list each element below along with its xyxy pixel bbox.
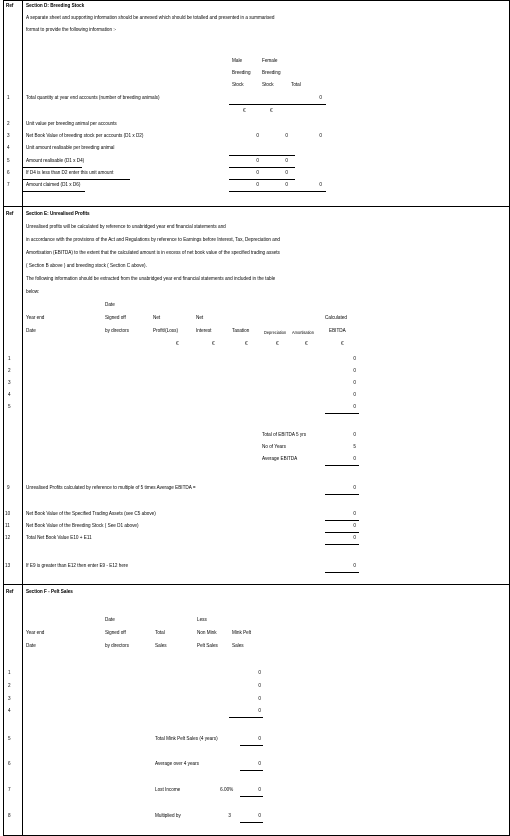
e-h-np-1: Net <box>153 315 161 321</box>
f-h-total-1: Total <box>155 630 165 636</box>
ref-header-e: Ref <box>6 211 14 217</box>
d-ref-6: 6 <box>7 170 10 176</box>
rule <box>229 155 295 156</box>
e-h-calc-2: EBITDA <box>329 328 346 334</box>
d-total-1: 0 <box>319 95 322 101</box>
e-label-11: Net Book Value of the Breeding Stock ( See D1 above) <box>26 523 139 529</box>
e-val-4: 0 <box>353 392 356 398</box>
d-ref-4: 4 <box>7 145 10 151</box>
f-h-year-2: Date <box>26 643 36 649</box>
section-f-title: Section F - Pelt Sales <box>26 589 73 595</box>
rule <box>240 796 263 797</box>
rule <box>240 822 263 823</box>
rule <box>229 717 263 718</box>
d-total-3: 0 <box>319 133 322 139</box>
ref-column-divider <box>22 0 23 836</box>
rule <box>325 413 359 414</box>
col-female-3: Stock <box>262 82 274 88</box>
outer-border-left <box>3 0 4 836</box>
f-h-date-2: Signed off <box>105 630 126 636</box>
col-male-1: Male <box>232 58 243 64</box>
d-label-2: Unit value per breeding animal per accounts <box>26 121 117 127</box>
e-val-1: 0 <box>353 356 356 362</box>
rule <box>325 532 359 533</box>
d-male-5: 0 <box>256 158 259 164</box>
f-pct-7: 6.00% <box>219 787 233 793</box>
rule <box>240 745 263 746</box>
e-val-10: 0 <box>353 511 356 517</box>
underline <box>23 167 82 168</box>
f-label-7: Lost Income <box>155 787 181 793</box>
rule <box>240 770 263 771</box>
e-h-year-1: Year end <box>26 315 45 321</box>
d-label-6: If D4 is less than D2 enter this unit amount <box>26 170 114 176</box>
rule <box>325 520 359 521</box>
d-label-7: Amount claimed (D1 x D6) <box>26 182 81 188</box>
d-female-3: 0 <box>285 133 288 139</box>
e-h-ni-1: Net <box>196 315 204 321</box>
e-val-2: 0 <box>353 368 356 374</box>
outer-border-top <box>3 0 510 1</box>
section-e-text-2: in accordance with the provisions of the Act and Regulations by reference to Earnings before Interest, Tax, Depreciation and <box>26 237 281 243</box>
d-male-6: 0 <box>256 170 259 176</box>
e-h-tax: Taxation <box>232 328 250 334</box>
e-h-date-2: Signed off <box>105 315 126 321</box>
d-ref-3: 3 <box>7 133 10 139</box>
rule <box>325 465 359 466</box>
e-sum-label-3: Average EBITDA <box>262 456 298 462</box>
f-val-1: 0 <box>258 670 261 676</box>
f-ref-2: 2 <box>8 683 11 689</box>
f-ref-5: 5 <box>8 736 11 742</box>
d-female-7: 0 <box>285 182 288 188</box>
f-h-total-2: Sales <box>155 643 167 649</box>
f-ref-3: 3 <box>8 696 11 702</box>
f-ref-6: 6 <box>8 761 11 767</box>
e-sum-val-1: 0 <box>353 432 356 438</box>
f-h-mink-2: Sales <box>232 643 244 649</box>
rule <box>325 544 359 545</box>
f-val-4: 0 <box>258 708 261 714</box>
f-val-7: 0 <box>258 787 261 793</box>
f-mult-8: 3 <box>228 813 231 819</box>
d-label-1: Total quantity at year end accounts (number of breeding animals) <box>26 95 160 101</box>
d-label-3: Net Book Value of breeding stock per accounts (D1 x D2) <box>26 133 144 139</box>
e-val-11: 0 <box>353 523 356 529</box>
rule <box>229 104 326 105</box>
rule <box>325 572 359 573</box>
d-label-4: Unit amount realisable per breeding animal <box>26 145 115 151</box>
ref-header-f: Ref <box>6 589 14 595</box>
underline <box>23 179 130 180</box>
section-e-text-3: Amortisation (EBITDA) to the extent that the calculated amount is in excess of net book value of the specified trading assets <box>26 250 280 256</box>
d-female-6: 0 <box>285 170 288 176</box>
col-total: Total <box>291 82 301 88</box>
e-sum-val-2: 5 <box>353 444 356 450</box>
section-d-intro-1: A separate sheet and supporting information should be annexed which should be totalled and presented in a summarised <box>26 15 275 21</box>
f-ref-7: 7 <box>8 787 11 793</box>
euro-symbol: € <box>270 108 273 114</box>
d-label-5: Amount realisable (D1 x D4) <box>26 158 85 164</box>
d-total-7: 0 <box>319 182 322 188</box>
euro-symbol: € <box>176 341 179 347</box>
e-val-3: 0 <box>353 380 356 386</box>
section-e-text-1: Unrealised profits will be calculated by reference to unabridged year end financial statements and <box>26 224 226 230</box>
e-sum-label-2: No of Years <box>262 444 286 450</box>
e-label-12: Total Net Book Value E10 + E11 <box>26 535 92 541</box>
e-val-9: 0 <box>353 485 356 491</box>
d-ref-1: 1 <box>7 95 10 101</box>
f-val-3: 0 <box>258 696 261 702</box>
e-h-np-2: Profit/(Loss) <box>153 328 178 334</box>
euro-symbol: € <box>341 341 344 347</box>
ref-header-d: Ref <box>6 3 14 9</box>
e-h-amort: Amortisation <box>292 330 314 335</box>
d-ref-2: 2 <box>7 121 10 127</box>
f-h-date-1: Date <box>105 617 115 623</box>
f-ref-8: 8 <box>8 813 11 819</box>
d-male-3: 0 <box>256 133 259 139</box>
e-sum-label-1: Total of EBITDA 5 yrs <box>262 432 307 438</box>
e-ref-13: 13 <box>5 563 11 569</box>
euro-symbol: € <box>276 341 279 347</box>
f-h-less-2: Non Mink <box>197 630 217 636</box>
d-female-5: 0 <box>285 158 288 164</box>
f-h-less-1: Less <box>197 617 207 623</box>
col-female-1: Female <box>262 58 278 64</box>
f-h-date-3: by directors <box>105 643 129 649</box>
d-ref-5: 5 <box>7 158 10 164</box>
section-e-text-5: The following information should be extracted from the unabridged year end financial statements and included in the table <box>26 276 276 282</box>
euro-symbol: € <box>243 108 246 114</box>
euro-symbol: € <box>212 341 215 347</box>
section-d-intro-2: format to provide the following information :- <box>26 27 117 33</box>
f-label-8: Multiplied by <box>155 813 181 819</box>
e-h-date-3: by directors <box>105 328 129 334</box>
section-divider-e <box>3 206 510 207</box>
e-label-13: If E9 is greater than E12 then enter E9 - E12 here <box>26 563 129 569</box>
underline <box>23 191 85 192</box>
e-ref-9: 9 <box>7 485 10 491</box>
e-h-calc-1: Calculated <box>325 315 347 321</box>
col-male-3: Stock <box>232 82 244 88</box>
section-d-title: Section D: Breeding Stock <box>26 3 85 9</box>
e-val-12: 0 <box>353 535 356 541</box>
e-ref-2: 2 <box>8 368 11 374</box>
e-ref-1: 1 <box>8 356 11 362</box>
section-e-title: Section E: Unrealised Profits <box>26 211 90 217</box>
e-h-dep: Depreciation <box>264 330 287 335</box>
section-e-text-4: ( Section B above ) and breeding stock ( Section C above). <box>26 263 147 269</box>
section-e-text-6: below: <box>26 289 40 295</box>
f-val-5: 0 <box>258 736 261 742</box>
rule <box>325 494 359 495</box>
e-h-ni-2: Interest <box>196 328 212 334</box>
section-divider-f <box>3 584 510 585</box>
e-ref-10: 10 <box>5 511 11 517</box>
f-h-less-3: Pelt Sales <box>197 643 218 649</box>
e-label-10: Net Book Value of the Specified Trading Assets (see C5 above) <box>26 511 156 517</box>
rule <box>229 191 326 192</box>
e-val-13: 0 <box>353 563 356 569</box>
e-h-year-2: Date <box>26 328 36 334</box>
euro-symbol: € <box>305 341 308 347</box>
e-ref-5: 5 <box>8 404 11 410</box>
e-ref-11: 11 <box>5 523 10 529</box>
e-ref-4: 4 <box>8 392 11 398</box>
f-val-2: 0 <box>258 683 261 689</box>
e-sum-val-3: 0 <box>353 456 356 462</box>
f-ref-1: 1 <box>8 670 11 676</box>
e-val-5: 0 <box>353 404 356 410</box>
e-h-date-1: Date <box>105 302 115 308</box>
d-male-7: 0 <box>256 182 259 188</box>
e-label-9: Unrealised Profits calculated by reference to multiple of 5 times Average EBITDA = <box>26 485 196 491</box>
f-val-6: 0 <box>258 761 261 767</box>
rule <box>229 179 295 180</box>
f-label-6: Average over 4 years <box>155 761 199 767</box>
f-h-mink-1: Mink Pelt <box>232 630 252 636</box>
f-label-5: Total Mink Pelt Sales (4 years) <box>155 736 218 742</box>
col-female-2: Breeding <box>262 70 281 76</box>
f-val-8: 0 <box>258 813 261 819</box>
d-ref-7: 7 <box>7 182 10 188</box>
rule <box>229 167 295 168</box>
e-ref-12: 12 <box>5 535 11 541</box>
f-ref-4: 4 <box>8 708 11 714</box>
f-h-year-1: Year end <box>26 630 45 636</box>
e-ref-3: 3 <box>8 380 11 386</box>
euro-symbol: € <box>245 341 248 347</box>
col-male-2: Breeding <box>232 70 251 76</box>
